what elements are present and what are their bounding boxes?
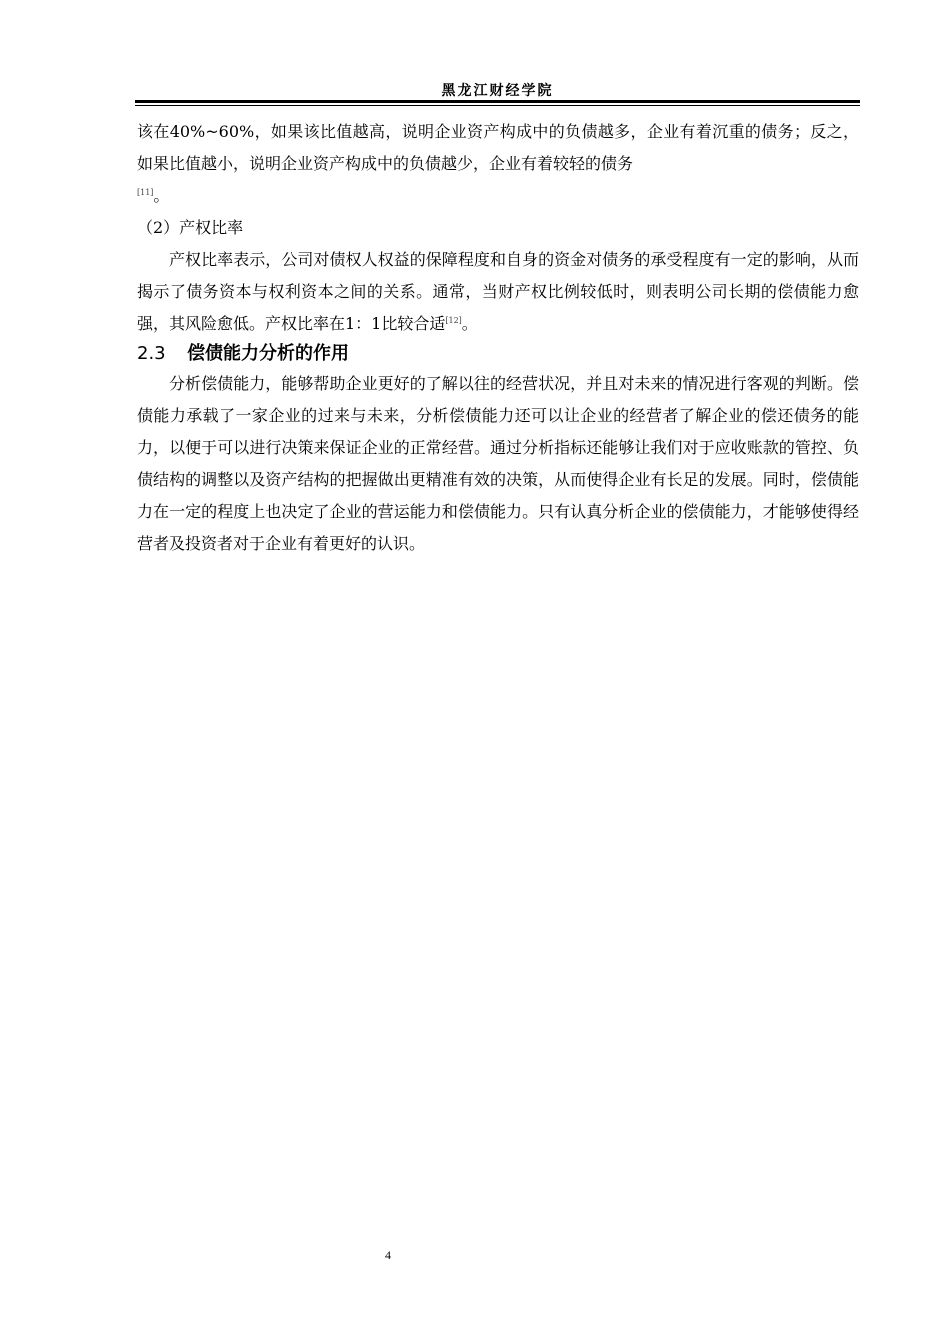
header-rule-thin	[135, 105, 860, 106]
section-number: 2.3	[137, 343, 166, 364]
paragraph-debt-ratio-continued: 该在40%~60%，如果该比值越高，说明企业资产构成中的负债越多，企业有着沉重的债务；反之，如果比值越小，说明企业资产构成中的负债越少，企业有着较轻的债务 [11]。	[137, 122, 859, 205]
section-title: 偿债能力分析的作用	[187, 343, 349, 364]
paragraph-solvency-role: 分析偿债能力，能够帮助企业更好的了解以往的经营状况，并且对未来的情况进行客观的判断。偿债能力承载了一家企业的过来与未来，分析偿债能力还可以让企业的经营者了解企业的偿还债务的能力，以便于可以进行决策来保证企业的正常经营。通过分析指标还能够让我们对于应收账款的管控、负债结构的调整以及资产结构的把握做出更精准有效的决策，从而使得企业有长足的发展。同时，偿债能力在一定的程度上也决定了企业的营运能力和偿债能力。只有认真分析企业的偿债能力，才能够使得经营者及投资者对于企业有着更好的认识。	[137, 374, 859, 553]
document-body	[137, 116, 859, 560]
section-heading	[137, 340, 859, 368]
subheading-equity-ratio: （2）产权比率	[137, 218, 244, 237]
header-rule-thick	[135, 100, 860, 103]
citation-ref: [11]	[137, 188, 154, 197]
citation-ref: [12]	[445, 316, 462, 325]
paragraph-equity-ratio: 产权比率表示，公司对债权人权益的保障程度和自身的资金对债务的承受程度有一定的影响，从而揭示了债务资本与权利资本之间的关系。通常，当财产权比例较低时，则表明公司长期的偿债能力愈强，其风险愈低。产权比率在1：1比较合适[12]。	[137, 250, 859, 333]
page-number: 4	[385, 1248, 391, 1262]
page-header-title: 黑龙江财经学院	[441, 83, 554, 99]
